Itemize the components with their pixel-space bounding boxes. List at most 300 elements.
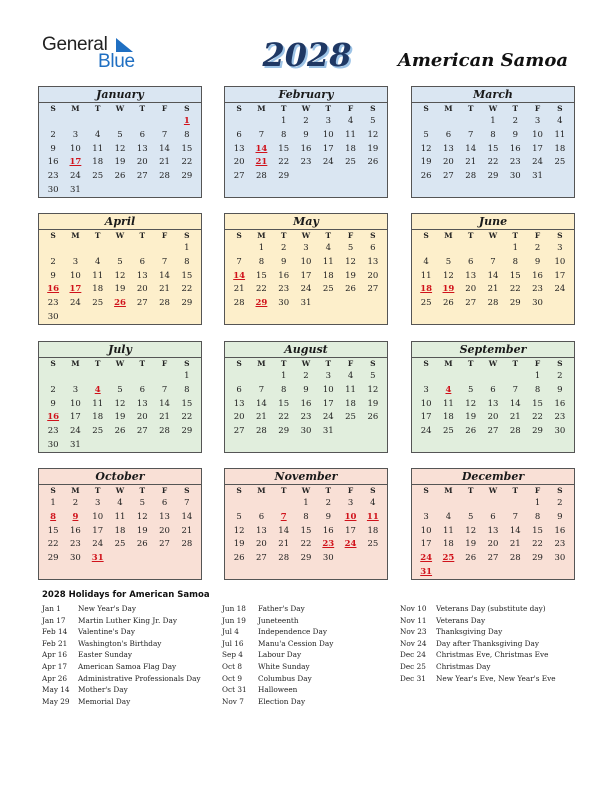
weekday-header: T: [280, 486, 287, 495]
day-cell: 6: [139, 384, 145, 395]
holiday-row: [42, 696, 201, 708]
day-cell: 18: [322, 270, 334, 281]
day-cell: 27: [367, 284, 379, 295]
day-cell: 1: [534, 498, 541, 508]
day-cell: 6: [139, 129, 145, 140]
day-cell: 16: [509, 143, 521, 154]
empty-cell: [109, 242, 131, 256]
holiday-name: Veterans Day: [436, 615, 486, 625]
day-cell: 5: [117, 384, 123, 395]
day-cell: 10: [532, 129, 543, 140]
holiday-name: Mother's Day: [78, 685, 128, 695]
day-cell: 4: [347, 371, 354, 381]
empty-cell: [42, 242, 64, 256]
day-cell: 11: [322, 256, 334, 267]
day-cell: 31: [70, 439, 81, 450]
holiday-name: American Samoa Flag Day: [78, 661, 177, 671]
logo-text-general: General: [42, 34, 108, 55]
day-cell: 10: [92, 511, 104, 522]
empty-cell: [109, 370, 131, 384]
holiday-row: [222, 626, 333, 638]
holiday-day-cell: 19: [442, 284, 455, 295]
weekday-header: S: [50, 231, 56, 240]
weekday-header: S: [50, 486, 56, 495]
day-cell: 19: [136, 525, 148, 536]
weekday-header: M: [444, 104, 453, 113]
weekday-header: S: [236, 359, 242, 368]
day-cell: 29: [181, 171, 193, 182]
day-cell: 10: [70, 398, 81, 409]
holiday-day-cell: 10: [344, 511, 357, 522]
day-grid: [39, 103, 201, 198]
holiday-row: [42, 603, 201, 615]
day-cell: 9: [534, 256, 541, 267]
day-cell: 23: [70, 539, 81, 550]
weekday-header: T: [512, 231, 519, 240]
weekday-header: M: [257, 231, 266, 240]
day-cell: 2: [534, 243, 541, 253]
holiday-day-cell: 8: [50, 511, 57, 522]
holiday-name: Labour Day: [258, 650, 302, 660]
weekday-header: F: [161, 104, 168, 113]
day-cell: 1: [280, 371, 287, 381]
holiday-day-cell: 17: [69, 284, 82, 295]
day-cell: 6: [490, 384, 496, 395]
day-cell: 15: [278, 398, 290, 409]
day-cell: 18: [367, 525, 379, 536]
holiday-name: Valentine's Day: [78, 627, 135, 637]
day-cell: 26: [367, 412, 379, 423]
month-april: [38, 213, 202, 325]
empty-cell: [250, 497, 272, 511]
day-cell: 28: [509, 426, 521, 437]
empty-cell: [460, 497, 482, 511]
day-cell: 1: [258, 243, 265, 253]
holiday-name: Day after Thanksgiving Day: [436, 638, 540, 648]
holiday-row: [42, 649, 201, 661]
day-cell: 16: [554, 398, 566, 409]
weekday-header: T: [139, 486, 146, 495]
day-cell: 6: [445, 129, 452, 140]
day-cell: 11: [345, 384, 356, 395]
holiday-date: Oct 31: [222, 685, 247, 695]
day-cell: 25: [554, 157, 566, 168]
day-cell: 2: [50, 129, 56, 140]
holiday-row: [42, 661, 201, 673]
empty-cell: [273, 497, 295, 511]
weekday-header: S: [423, 231, 429, 240]
empty-cell: [131, 115, 153, 129]
day-grid: [39, 358, 201, 453]
holiday-day-cell: 31: [420, 566, 433, 577]
day-cell: 24: [532, 157, 543, 168]
day-cell: 23: [300, 157, 312, 168]
weekday-header: S: [236, 104, 242, 113]
empty-cell: [437, 370, 459, 384]
day-cell: 22: [487, 157, 499, 168]
day-cell: 25: [345, 412, 356, 423]
day-cell: 30: [509, 171, 521, 182]
holiday-day-cell: 25: [442, 553, 455, 564]
day-cell: 19: [114, 157, 126, 168]
holiday-day-cell: 7: [280, 511, 287, 522]
day-cell: 22: [256, 284, 267, 295]
day-cell: 13: [136, 143, 148, 154]
holiday-date: Nov 7: [222, 696, 244, 706]
holiday-date: May 14: [42, 685, 70, 695]
day-cell: 8: [303, 511, 309, 522]
day-cell: 2: [325, 498, 331, 508]
day-cell: 5: [236, 511, 242, 522]
weekday-header: T: [325, 231, 332, 240]
day-cell: 29: [509, 298, 521, 309]
day-cell: 11: [114, 511, 126, 522]
day-cell: 5: [117, 256, 123, 267]
day-cell: 7: [184, 498, 190, 508]
holiday-day-cell: 31: [91, 553, 104, 564]
day-cell: 3: [72, 256, 79, 267]
holiday-row: [42, 673, 201, 685]
empty-cell: [153, 242, 175, 256]
day-cell: 20: [443, 157, 454, 168]
month-december: [411, 468, 575, 580]
day-cell: 18: [345, 143, 356, 154]
holiday-day-cell: 14: [233, 270, 246, 281]
weekday-header: M: [444, 359, 453, 368]
day-cell: 11: [443, 398, 454, 409]
month-name: November: [225, 469, 387, 485]
day-cell: 28: [278, 553, 290, 564]
holiday-row: [222, 661, 333, 673]
weekday-header: T: [94, 231, 101, 240]
day-cell: 21: [256, 412, 267, 423]
empty-cell: [482, 497, 504, 511]
empty-cell: [42, 370, 64, 384]
day-cell: 14: [509, 398, 521, 409]
day-cell: 13: [159, 511, 170, 522]
day-cell: 18: [554, 143, 566, 154]
holiday-name: Easter Sunday: [78, 650, 133, 660]
day-cell: 1: [490, 116, 496, 126]
day-cell: 12: [345, 256, 356, 267]
day-cell: 30: [70, 553, 81, 564]
day-cell: 19: [465, 539, 477, 550]
holiday-column: [400, 603, 556, 684]
day-cell: 9: [325, 511, 331, 522]
holiday-date: Nov 10: [400, 604, 427, 613]
weekday-header: T: [325, 486, 332, 495]
day-cell: 20: [487, 539, 499, 550]
day-cell: 5: [370, 371, 376, 381]
weekday-header: S: [184, 359, 190, 368]
weekday-header: W: [115, 359, 125, 368]
weekday-header: W: [115, 104, 125, 113]
day-cell: 2: [512, 116, 518, 126]
day-cell: 30: [322, 553, 334, 564]
empty-cell: [482, 370, 504, 384]
day-cell: 15: [47, 525, 59, 536]
day-cell: 4: [445, 511, 452, 522]
day-cell: 19: [233, 539, 245, 550]
day-cell: 7: [161, 256, 168, 267]
day-cell: 27: [256, 553, 267, 564]
day-cell: 4: [557, 116, 563, 126]
day-cell: 27: [159, 539, 170, 550]
month-name: July: [39, 342, 201, 358]
holiday-day-cell: 16: [47, 412, 60, 423]
weekday-header: T: [280, 231, 287, 240]
day-cell: 22: [532, 539, 543, 550]
month-march: [411, 86, 575, 198]
day-cell: 25: [443, 426, 454, 437]
weekday-header: M: [444, 231, 453, 240]
day-cell: 11: [92, 398, 104, 409]
day-cell: 24: [420, 426, 432, 437]
day-cell: 9: [557, 384, 563, 395]
holiday-date: Jul 16: [222, 638, 244, 648]
day-cell: 7: [258, 384, 265, 395]
day-cell: 26: [465, 553, 477, 564]
month-name: June: [412, 214, 574, 230]
holiday-day-cell: 24: [344, 539, 357, 550]
day-cell: 12: [233, 525, 245, 536]
holiday-date: Feb 21: [42, 638, 68, 648]
day-cell: 11: [443, 525, 454, 536]
day-cell: 10: [70, 270, 81, 281]
day-cell: 27: [487, 553, 499, 564]
day-cell: 3: [534, 116, 541, 126]
weekday-header: M: [71, 359, 80, 368]
month-january: [38, 86, 202, 198]
day-cell: 15: [487, 143, 499, 154]
day-grid: [225, 230, 387, 311]
day-cell: 19: [114, 412, 126, 423]
holiday-day-cell: 11: [366, 511, 379, 522]
day-cell: 17: [92, 525, 104, 536]
holiday-date: Dec 25: [400, 661, 426, 671]
empty-cell: [415, 370, 437, 384]
day-cell: 4: [370, 498, 376, 508]
day-cell: 9: [280, 256, 287, 267]
weekday-header: W: [488, 359, 498, 368]
day-cell: 22: [300, 539, 312, 550]
holiday-day-cell: 21: [255, 157, 268, 168]
weekday-header: S: [370, 104, 376, 113]
weekday-header: T: [139, 359, 146, 368]
weekday-header: T: [512, 359, 519, 368]
day-cell: 24: [70, 171, 81, 182]
day-cell: 12: [465, 525, 477, 536]
day-cell: 20: [256, 539, 267, 550]
weekday-header: T: [139, 104, 146, 113]
day-cell: 14: [278, 525, 290, 536]
day-cell: 5: [139, 498, 145, 508]
day-cell: 5: [467, 511, 474, 522]
day-cell: 20: [233, 157, 245, 168]
weekday-header: T: [467, 359, 474, 368]
weekday-header: S: [557, 359, 563, 368]
holiday-name: Memorial Day: [78, 696, 131, 706]
holiday-date: Nov 11: [400, 615, 427, 625]
day-cell: 13: [256, 525, 267, 536]
day-cell: 13: [465, 270, 477, 281]
weekday-header: S: [50, 359, 56, 368]
holiday-row: [400, 626, 556, 638]
day-cell: 22: [181, 157, 193, 168]
weekday-header: W: [488, 104, 498, 113]
day-cell: 13: [487, 398, 499, 409]
day-cell: 2: [557, 498, 563, 508]
day-cell: 9: [50, 270, 56, 281]
day-cell: 7: [467, 129, 474, 140]
month-may: [224, 213, 388, 325]
weekday-header: T: [94, 104, 101, 113]
holiday-day-cell: 4: [445, 384, 452, 395]
weekday-header: M: [257, 359, 266, 368]
day-cell: 31: [532, 171, 543, 182]
weekday-header: S: [184, 231, 190, 240]
weekday-header: S: [236, 486, 242, 495]
empty-cell: [250, 370, 272, 384]
day-cell: 9: [50, 143, 56, 154]
day-cell: 25: [367, 539, 379, 550]
day-cell: 30: [532, 298, 543, 309]
day-cell: 17: [554, 270, 566, 281]
holiday-day-cell: 18: [420, 284, 433, 295]
day-cell: 9: [303, 384, 309, 395]
day-cell: 10: [420, 398, 432, 409]
day-cell: 21: [487, 284, 499, 295]
day-cell: 9: [512, 129, 518, 140]
month-february: [224, 86, 388, 198]
empty-cell: [504, 497, 526, 511]
day-cell: 7: [161, 384, 168, 395]
day-cell: 16: [532, 270, 543, 281]
weekday-header: T: [325, 104, 332, 113]
weekday-header: S: [50, 104, 56, 113]
day-cell: 29: [278, 426, 290, 437]
day-cell: 13: [233, 143, 245, 154]
weekday-header: W: [488, 231, 498, 240]
day-cell: 28: [487, 298, 499, 309]
day-cell: 30: [47, 311, 59, 322]
day-cell: 2: [50, 384, 56, 395]
day-cell: 20: [136, 284, 148, 295]
day-cell: 17: [345, 525, 356, 536]
day-cell: 8: [534, 384, 541, 395]
day-cell: 15: [509, 270, 521, 281]
day-cell: 30: [554, 426, 566, 437]
holiday-row: [222, 615, 333, 627]
weekday-header: W: [301, 104, 311, 113]
day-cell: 7: [236, 256, 242, 267]
day-cell: 26: [443, 298, 454, 309]
day-cell: 31: [300, 298, 312, 309]
month-name: October: [39, 469, 201, 485]
empty-cell: [228, 115, 250, 129]
day-cell: 14: [159, 143, 170, 154]
day-cell: 3: [325, 116, 331, 126]
day-cell: 6: [467, 256, 474, 267]
day-cell: 23: [532, 284, 543, 295]
day-cell: 17: [322, 143, 334, 154]
holiday-date: Jul 4: [222, 627, 239, 637]
weekday-header: T: [467, 104, 474, 113]
day-cell: 14: [509, 525, 521, 536]
empty-cell: [87, 242, 109, 256]
day-cell: 8: [280, 129, 287, 140]
day-cell: 12: [114, 143, 126, 154]
day-cell: 1: [184, 371, 190, 381]
holiday-day-cell: 16: [47, 284, 60, 295]
holiday-day-cell: 29: [255, 298, 268, 309]
holiday-name: Christmas Day: [436, 661, 491, 671]
weekday-header: S: [423, 359, 429, 368]
weekday-header: S: [370, 486, 376, 495]
month-name: April: [39, 214, 201, 230]
holiday-row: [222, 649, 333, 661]
day-cell: 19: [345, 270, 356, 281]
holiday-row: [400, 638, 556, 650]
day-cell: 1: [50, 498, 56, 508]
day-cell: 16: [554, 525, 566, 536]
day-cell: 16: [322, 525, 334, 536]
weekday-header: M: [71, 104, 80, 113]
day-cell: 30: [47, 184, 59, 195]
day-cell: 10: [70, 143, 81, 154]
weekday-header: W: [115, 231, 125, 240]
day-cell: 22: [47, 539, 59, 550]
empty-cell: [131, 370, 153, 384]
day-cell: 26: [233, 553, 245, 564]
day-cell: 17: [420, 412, 432, 423]
day-cell: 17: [532, 143, 543, 154]
empty-cell: [460, 242, 482, 256]
day-cell: 18: [345, 398, 356, 409]
empty-cell: [482, 242, 504, 256]
weekday-header: S: [236, 231, 242, 240]
day-cell: 26: [465, 426, 477, 437]
day-cell: 29: [532, 553, 543, 564]
day-cell: 17: [300, 270, 312, 281]
day-cell: 11: [345, 129, 356, 140]
day-cell: 2: [280, 243, 287, 253]
day-cell: 29: [47, 553, 59, 564]
month-name: March: [412, 87, 574, 103]
holiday-name: Manu'a Cession Day: [258, 638, 334, 648]
day-cell: 4: [94, 129, 101, 140]
holiday-name: New Year's Eve, New Year's Eve: [436, 673, 556, 683]
holiday-day-cell: 4: [94, 384, 101, 395]
empty-cell: [228, 370, 250, 384]
empty-cell: [415, 242, 437, 256]
weekday-header: T: [467, 231, 474, 240]
holiday-row: [400, 661, 556, 673]
weekday-header: F: [161, 231, 168, 240]
day-cell: 29: [181, 298, 193, 309]
day-cell: 20: [465, 284, 477, 295]
holiday-date: Apr 26: [42, 673, 68, 683]
day-cell: 28: [159, 426, 170, 437]
empty-cell: [153, 115, 175, 129]
month-name: May: [225, 214, 387, 230]
day-cell: 17: [322, 398, 334, 409]
holiday-date: Apr 16: [42, 650, 68, 660]
day-cell: 16: [300, 398, 312, 409]
empty-cell: [64, 115, 86, 129]
day-cell: 1: [184, 243, 190, 253]
day-cell: 2: [303, 371, 309, 381]
